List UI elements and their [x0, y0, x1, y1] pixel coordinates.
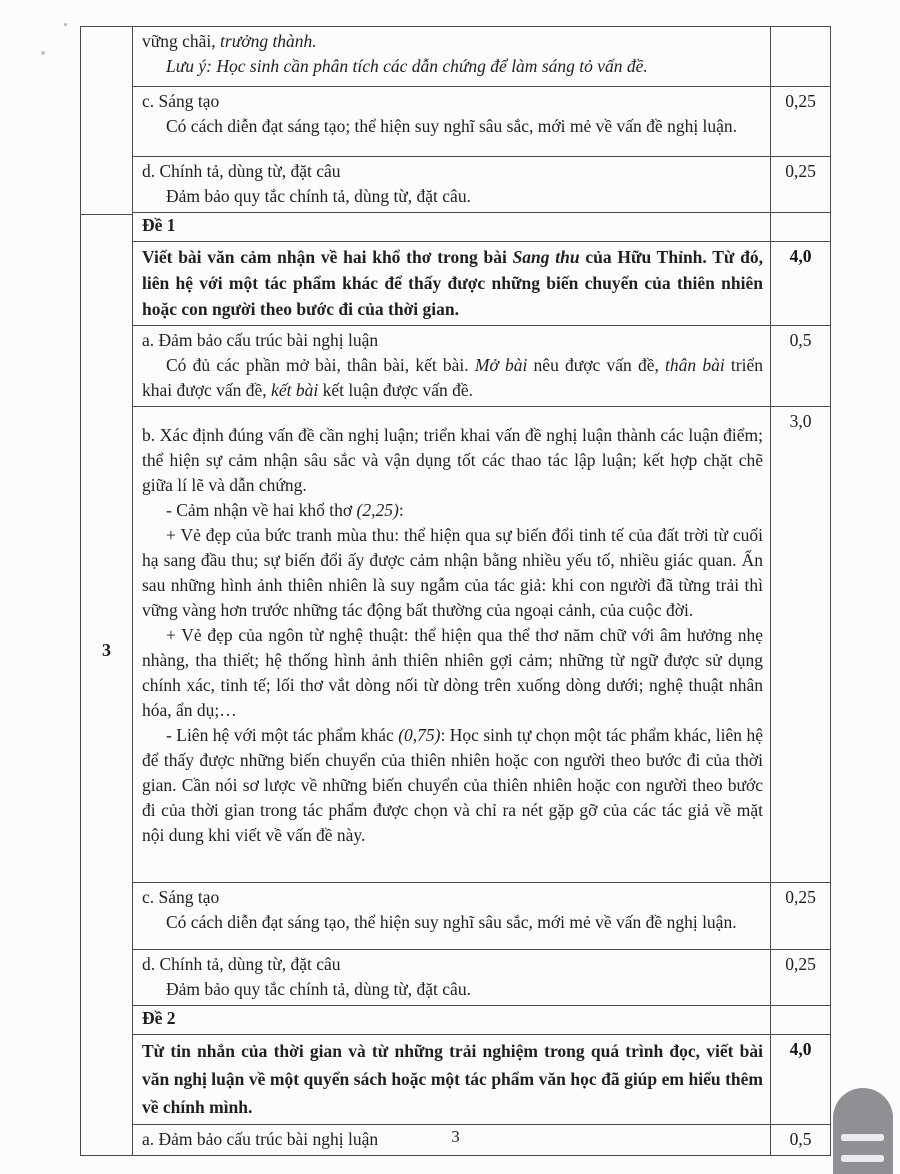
score-cell [771, 213, 830, 241]
criteria-text: Đảm bảo quy tắc chính tả, dùng từ, đặt câu. [166, 186, 471, 206]
score-cell: 0,5 [789, 1129, 812, 1149]
score-cell: 0,25 [785, 887, 816, 907]
criteria-text: Viết bài văn cảm nhận về hai khổ thơ trong bài Sang thu của Hữu Thỉnh. Từ đó, liên hệ với một tác phẩm khác để thấy được những biến chuyển của thiên nhiên hoặc con người theo bước đi của thời gian. [142, 247, 764, 319]
criteria-text: Có cách diễn đạt sáng tạo; thể hiện suy nghĩ sâu sắc, mới mẻ về vấn đề nghị luận. [166, 116, 738, 136]
criteria-cell [133, 27, 771, 86]
scan-speck [41, 51, 45, 55]
question-number-column [81, 27, 133, 1155]
criteria-text: + Vẻ đẹp của bức tranh mùa thu: thể hiện qua sự biến đổi tinh tế của đất trời từ cuối hạ sang đầu thu; sự biến đổi ấy được cảm nhận bằng nhiều yếu tố, nhiều giác quan. Ẩn sau những hình ảnh thiên nhiên là suy ngẫm của tác giả: khi con người đã từng trải thì vững vàng hơn trước những tác động bất thường của ngoại cảnh, của cuộc đời. [142, 525, 763, 620]
criteria-cell [133, 326, 771, 406]
criteria-cell [133, 87, 771, 156]
criteria-text: Lưu ý: Học sinh cần phân tích các dẫn chứng để làm sáng tỏ vấn đề. [166, 56, 648, 76]
criteria-cell [133, 407, 771, 882]
question-number-cell [81, 215, 132, 1155]
table-row [133, 27, 830, 87]
table-row [133, 326, 830, 407]
scan-speck [64, 23, 67, 26]
table-row [133, 157, 830, 213]
score-cell: 0,5 [789, 330, 812, 350]
criteria-text: d. Chính tả, dùng từ, đặt câu [142, 161, 341, 181]
criteria-cell [133, 883, 771, 949]
score-cell: 0,25 [785, 161, 816, 181]
table-row [133, 1035, 830, 1125]
score-cell [771, 27, 830, 86]
question-number: 3 [102, 640, 111, 660]
criteria-cell [133, 1006, 771, 1034]
criteria-text: Đề 2 [142, 1008, 176, 1028]
criteria-text: + Vẻ đẹp của ngôn từ nghệ thuật: thể hiện qua thể thơ năm chữ với âm hưởng nhẹ nhàng, tha thiết; hệ thống hình ảnh thiên nhiên gợi cảm; những từ ngữ được sử dụng chính xác, tinh tế; lối thơ vắt dòng nối từ dòng trên xuống dòng dưới; nghệ thuật nhân hóa, ẩn dụ;… [142, 625, 763, 720]
page-number: 3 [451, 1127, 460, 1146]
criteria-text: Từ tin nhắn của thời gian và từ những trải nghiệm trong quá trình đọc, viết bài văn nghị luận về một quyển sách hoặc một tác phẩm văn học đã giúp em hiểu thêm về chính mình. [142, 1041, 763, 1117]
score-cell: 4,0 [789, 1039, 812, 1059]
criteria-text: b. Xác định đúng vấn đề cần nghị luận; triển khai vấn đề nghị luận thành các luận điểm; thể hiện sự cảm nhận sâu sắc và vận dụng tốt các thao tác lập luận; kết hợp chặt chẽ giữa lí lẽ và dẫn chứng. [142, 425, 763, 495]
score-cell: 4,0 [789, 246, 812, 266]
score-cell [771, 1006, 830, 1034]
floating-menu-button[interactable] [833, 1088, 893, 1174]
criteria-text: - Cảm nhận về hai khổ thơ (2,25): [166, 500, 404, 520]
table-row [133, 242, 830, 326]
criteria-cell [133, 242, 771, 325]
criteria-cell [133, 950, 771, 1005]
criteria-text: a. Đảm bảo cấu trúc bài nghị luận [142, 330, 379, 350]
criteria-cell [133, 213, 771, 241]
menu-lines-icon [841, 1155, 884, 1162]
menu-lines-icon [841, 1134, 884, 1141]
criteria-text: a. Đảm bảo cấu trúc bài nghị luận [142, 1129, 379, 1149]
criteria-text: Đề 1 [142, 215, 176, 235]
table-rows [133, 27, 830, 1155]
table-row [133, 883, 830, 950]
criteria-text: c. Sáng tạo [142, 91, 220, 111]
criteria-text: Có đủ các phần mở bài, thân bài, kết bài. Mở bài nêu được vấn đề, thân bài triển khai được vấn đề, kết bài kết luận được vấn đề. [142, 355, 764, 400]
score-cell: 3,0 [789, 411, 812, 431]
criteria-text: Có cách diễn đạt sáng tạo, thể hiện suy nghĩ sâu sắc, mới mẻ về vấn đề nghị luận. [166, 912, 737, 932]
table-row [133, 87, 830, 157]
grading-rubric-table [80, 26, 831, 1156]
score-cell: 0,25 [785, 954, 816, 974]
criteria-cell [133, 157, 771, 212]
question-number-cell-empty [81, 27, 132, 215]
criteria-cell [133, 1035, 771, 1124]
criteria-text: - Liên hệ với một tác phẩm khác (0,75): Học sinh tự chọn một tác phẩm khác, liên hệ để thấy được những biến chuyển của thiên nhiên hoặc con người theo bước đi của thời gian. Cần nói sơ lược về những biến chuyển của thiên nhiên hoặc con người theo bước đi của thời gian trong tác phẩm được chọn và chỉ ra nét gặp gỡ của các tác giả về mặt nội dung khi viết về vấn đề này. [142, 725, 763, 845]
criteria-text: c. Sáng tạo [142, 887, 220, 907]
criteria-text: Đảm bảo quy tắc chính tả, dùng từ, đặt câu. [166, 979, 471, 999]
table-row [133, 1006, 830, 1035]
table-row [133, 950, 830, 1006]
criteria-text: vững chãi, trưởng thành. [142, 31, 317, 51]
table-row [133, 407, 830, 883]
table-row [133, 213, 830, 242]
criteria-text: d. Chính tả, dùng từ, đặt câu [142, 954, 341, 974]
score-cell: 0,25 [785, 91, 816, 111]
